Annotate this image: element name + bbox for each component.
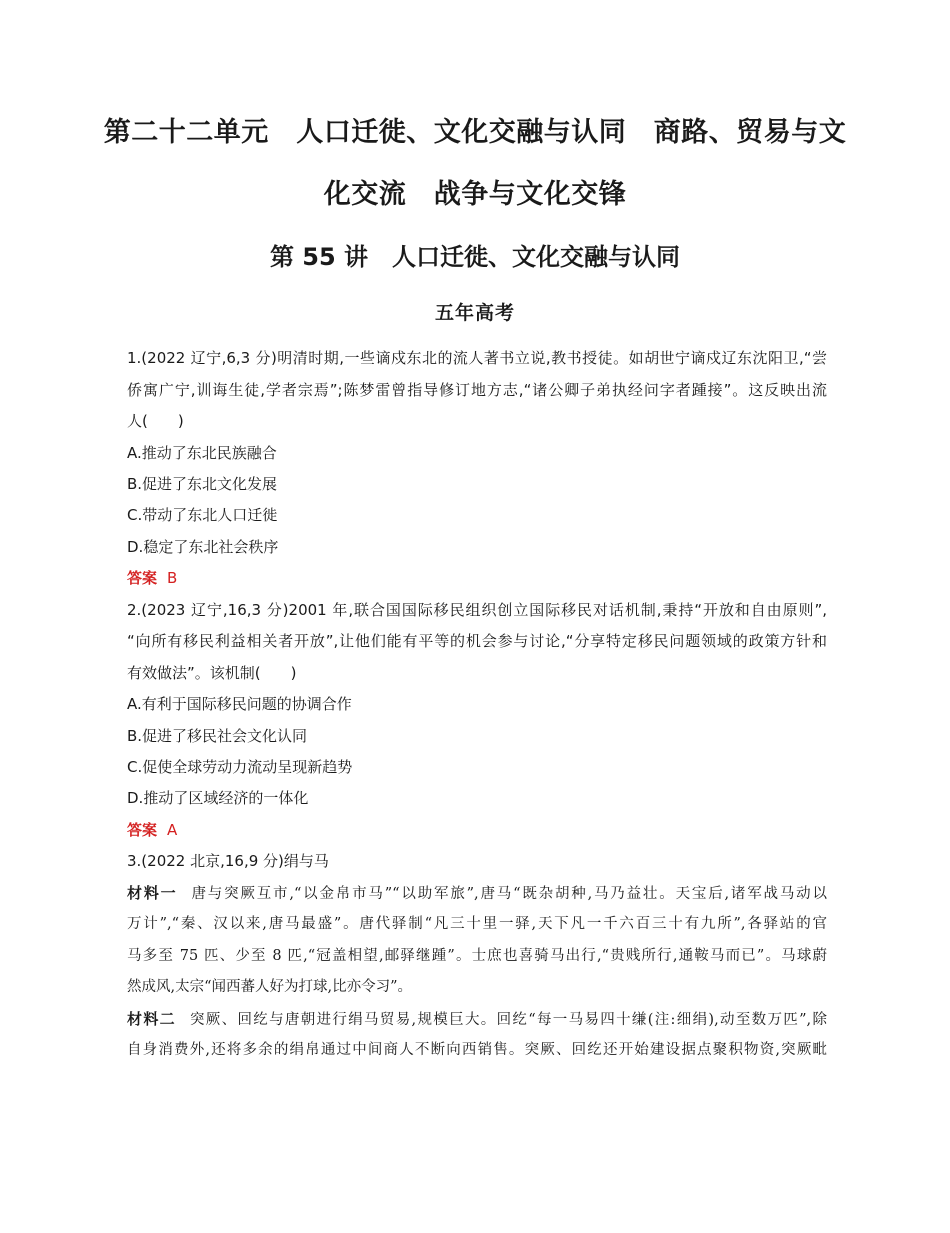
q2-stem-line2: “向所有移民利益相关者开放”,让他们能有平等的机会参与讨论,“分享特定移民问题领域的政策方针和 [127,632,827,650]
q1-stem-line3: 人( ) [127,412,184,430]
q1-option-b: B.促进了东北文化发展 [127,475,278,493]
q1-answer [127,568,827,588]
q2-answer-label: 答案 [127,821,158,839]
q3-material1-line2: 万计”,“秦、汉以来,唐马最盛”。唐代驿制“凡三十里一驿,天下凡一千六百三十有九所”,各驿站的官 [127,916,827,932]
q2-option-a: A.有利于国际移民问题的协调合作 [127,695,352,713]
lecture-title: 第 55 讲 人口迁徙、文化交融与认同 [269,243,681,271]
q1-option-d: D.稳定了东北社会秩序 [127,538,279,556]
q3-material1-label: 材料一 [127,884,178,902]
q1-option-a: A.推动了东北民族融合 [127,444,277,462]
q1-option-c: C.带动了东北人口迁徙 [127,506,278,524]
q3-stem-line1: 3.(2022 北京,16,9 分)绢与马 [127,852,329,870]
q1-answer-value: B [167,569,178,587]
q3-material1-line3: 马多至 75 匹、少至 8 匹,“冠盖相望,邮驿继踵”。士庶也喜骑马出行,“贵贱所行,通鞍马而已”。马球蔚 [127,948,827,964]
q2-answer-value: A [167,821,178,839]
q1-stem-line2: 侨寓广宁,训诲生徒,学者宗焉”;陈梦雷曾指导修订地方志,“诸公卿子弟执经问字者踵接”。这反映出流 [127,381,827,399]
q2-stem-line3: 有效做法”。该机制( ) [127,664,297,682]
q3-material2-line1 [127,1009,827,1030]
q2-answer [127,820,827,840]
q2-stem-line1: 2.(2023 辽宁,16,3 分)2001 年,联合国国际移民组织创立国际移民对话机制,秉持“开放和自由原则”, [127,601,827,619]
q3-material2-line2: 自身消费外,还将多余的绢帛通过中间商人不断向西销售。突厥、回纥还开始建设据点聚积物资,突厥毗 [127,1042,827,1058]
q3-material2-text1: 突厥、回纥与唐朝进行绢马贸易,规模巨大。回纥“每一马易四十缣(注:细绢),动至数万匹”,除 [189,1012,827,1028]
q3-material1-text1: 唐与突厥互市,“以金帛市马”“以助军旅”,唐马“既杂胡种,马乃益壮。天宝后,诸军战马动以 [191,886,827,902]
q1-stem-line1: 1.(2022 辽宁,6,3 分)明清时期,一些谪戍东北的流人著书立说,教书授徒。如胡世宁谪戍辽东沈阳卫,“尝 [127,349,827,367]
q3-material2-label: 材料二 [127,1010,176,1028]
q2-option-b: B.促进了移民社会文化认同 [127,727,308,745]
q2-option-c: C.促使全球劳动力流动呈现新趋势 [127,758,353,776]
section-title: 五年高考 [434,302,515,324]
unit-title-line2: 化交流 战争与文化交锋 [323,179,627,210]
q1-answer-label: 答案 [127,569,158,587]
unit-title-line1: 第二十二单元 人口迁徙、文化交融与认同 商路、贸易与文 [103,117,847,148]
q2-option-d: D.推动了区域经济的一体化 [127,789,309,807]
q3-material1-line1 [127,883,827,904]
q3-material1-line4: 然成风,太宗“闻西蕃人好为打球,比亦令习”。 [127,979,413,995]
